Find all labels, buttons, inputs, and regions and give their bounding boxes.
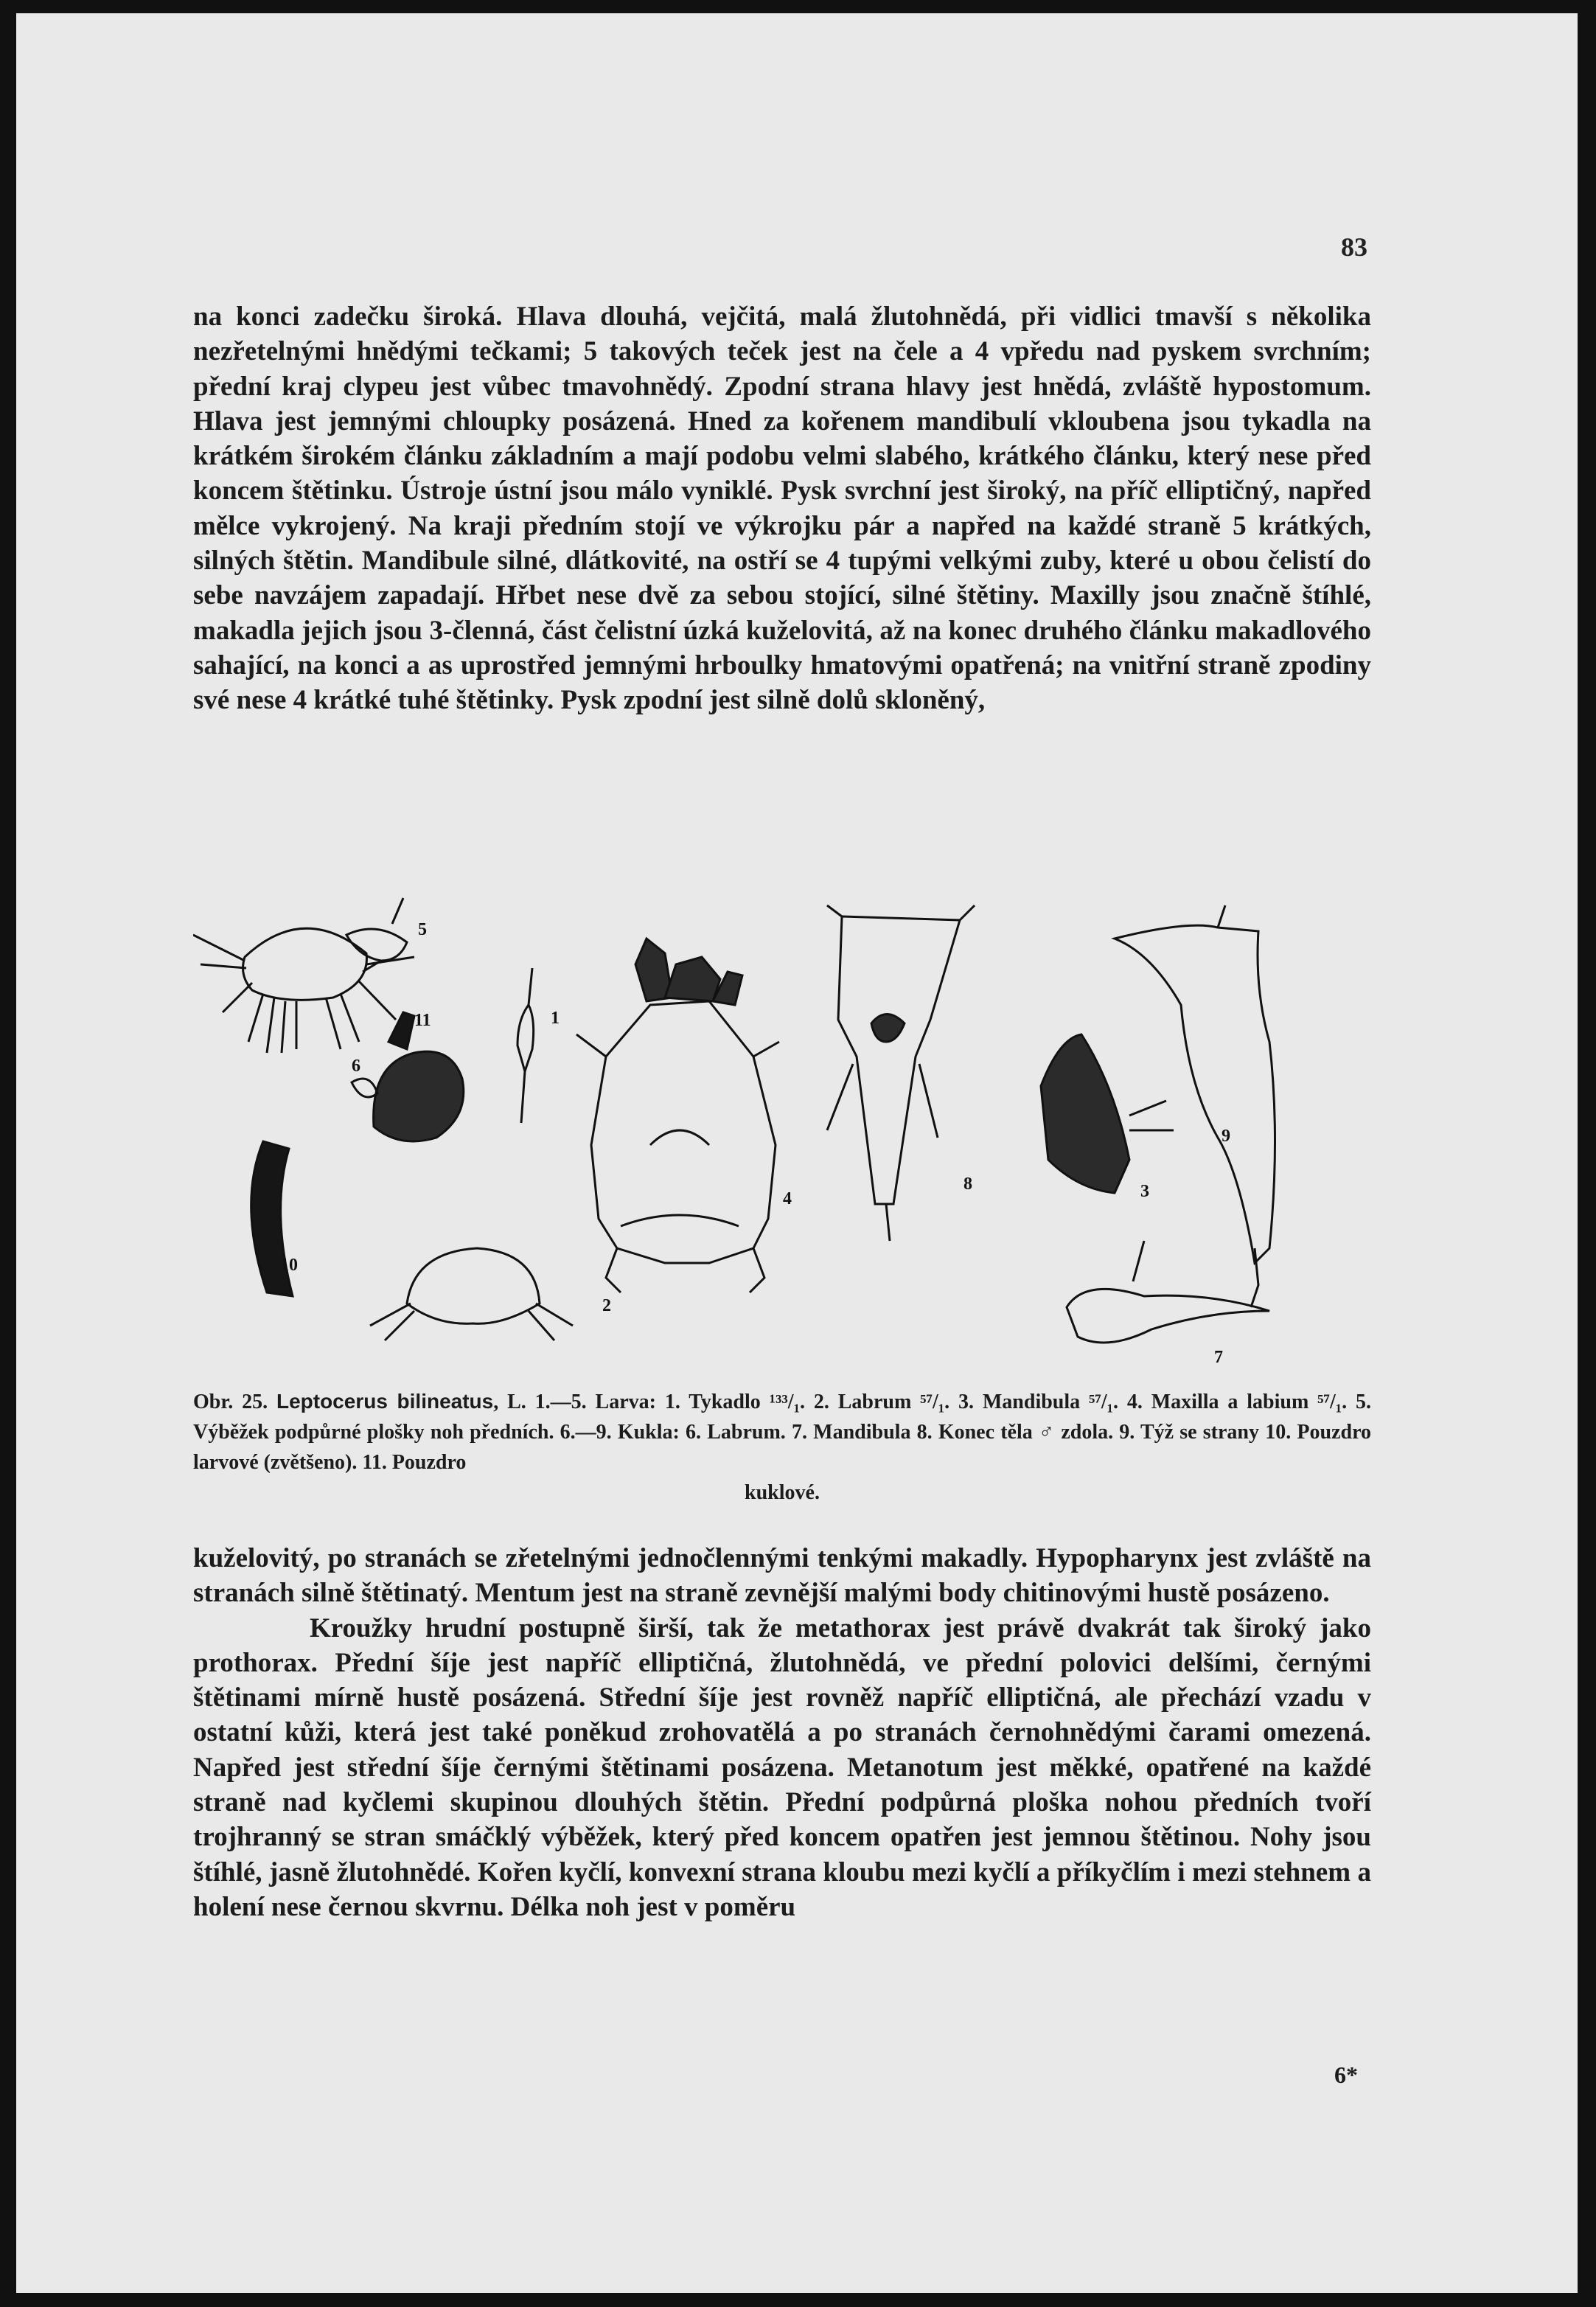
caption-main — [193, 1386, 1371, 1478]
figure-25 — [193, 894, 1373, 1381]
drawing-1-antenna — [518, 968, 534, 1123]
drawing-8-abdomen-end — [827, 905, 975, 1241]
paragraph: Kroužky hrudní postupně širší, tak že metathorax jest právě dvakrát tak široký jako prothorax. Přední šíje jest napříč elliptičná, žlutohnědá, ve přední polovici delšími, černými štětinami mírně hustě posázená. Střední šíje jest rovněž napříč elliptičná, ale přechází vzadu v ostatní kůži, která jest také poněkud zrohovatělá a po stranách černohnědými čarami omezená. Napřed jest střední šíje černými štětinami posázena. Metanotum jest měkké, opatřené na každé straně nad kyčlemi skupinou dlouhých štětin. Přední podpůrná ploška nohou předních tvoří trojhranný se stran smáčklý výběžek, který před koncem opatřen jest jemnou štětinou. Nohy jsou štíhlé, jasně žlutohnědé. Kořen kyčlí, konvexní strana kloubu mezi kyčlí a příkyčlím i mezi stehnem a holení nese černou skvrnu. Délka noh jest v poměru — [193, 1612, 1371, 1922]
drawing-11-pupal-case — [352, 1012, 464, 1141]
figure-label: 8 — [963, 1175, 972, 1194]
figure-label: 5 — [418, 920, 427, 939]
drawing-3-mandible — [1041, 1034, 1174, 1193]
drawing-4-mouthparts — [576, 939, 779, 1292]
paragraph-top — [193, 299, 1371, 718]
caption-prefix: Obr. 25. — [193, 1391, 268, 1413]
page — [16, 13, 1578, 2293]
figure-drawings — [193, 894, 1373, 1381]
caption-last-line: kuklové. — [745, 1481, 820, 1504]
drawing-9-abdomen-side — [1115, 905, 1275, 1307]
figure-label: 3 — [1140, 1182, 1149, 1201]
figure-label: 2 — [602, 1296, 611, 1315]
figure-caption — [193, 1386, 1371, 1508]
figure-label: 9 — [1222, 1127, 1230, 1146]
paragraph: kuželovitý, po stranách se zřetelnými jednočlennými tenkými makadly. Hypopharynx jest zvláště na stranách silně štětinatý. Mentum jest na straně zevnější malými body chitinovými hustě posázeno. — [193, 1543, 1371, 1609]
drawing-6-labrum — [193, 928, 414, 1053]
caption-body: , L. 1.—5. Larva: 1. Tykadlo ¹³³/₁. 2. Labrum ⁵⁷/₁. 3. Mandibula ⁵⁷/₁. 4. Maxilla a labium ⁵⁷/₁. 5. Výběžek podpůrné plošky noh předních. 6.—9. Kukla: 6. Labrum. 7. Mandibula 8. Konec těla ♂ zdola. 9. Týž se strany 10. Pouzdro larvové (zvětšeno). 11. Pouzdro — [193, 1391, 1371, 1474]
paragraph: na konci zadečku široká. Hlava dlouhá, vejčitá, malá žlutohnědá, při vidlici tmavší s několika nezřetelnými hnědými tečkami; 5 takových teček jest na čele a 4 vpředu nad pyskem svrchním; přední kraj clypeu jest vůbec tmavohnědý. Zpodní strana hlavy jest hnědá, zvláště hypostomum. Hlava jest jemnými chloupky posázená. Hned za kořenem mandibulí vkloubena jsou tykadla na krátkém širokém článku základním a mají podobu velmi slabého, krátkého článku, který nese před koncem štětinku. Ústroje ústní jsou málo vyniklé. Pysk svrchní jest široký, na příč elliptičný, napřed mělce vykrojený. Na kraji předním stojí ve výkrojku pár a napřed na každé straně 5 krátkých, silných štětin. Mandibule silné, dlátkovité, na ostří se 4 tupými velkými zuby, které u obou čelistí do sebe navzájem zapadají. Hřbet nese dvě za sebou stojící, silné štětiny. Maxilly jsou značně štíhlé, makadla jejich jsou 3-členná, část čelistní úzká kuželovitá, až na konec druhého článku makadlového sahající, na konci a as uprostřed jemnými hrboulky hmatovými opatřená; na vnitřní straně zpodiny své nese 4 krátké tuhé štětinky. Pysk zpodní jest silně dolů skloněný, — [193, 302, 1371, 716]
figure-label: 10 — [280, 1256, 298, 1275]
figure-label: 1 — [551, 1009, 560, 1028]
figure-label: 11 — [414, 1011, 431, 1030]
sheet-signature: 6* — [1334, 2061, 1358, 2088]
drawing-5-process — [346, 898, 407, 972]
figure-label: 6 — [352, 1057, 360, 1076]
page-number: 83 — [1341, 232, 1367, 262]
paragraph-bottom — [193, 1541, 1371, 1924]
drawing-7-pupal-mandible — [1067, 1241, 1269, 1343]
figure-label: 4 — [783, 1189, 792, 1208]
figure-label: 7 — [1214, 1348, 1223, 1367]
caption-species: Leptocerus bilineatus — [276, 1390, 494, 1413]
drawing-2-labrum — [370, 1248, 573, 1340]
